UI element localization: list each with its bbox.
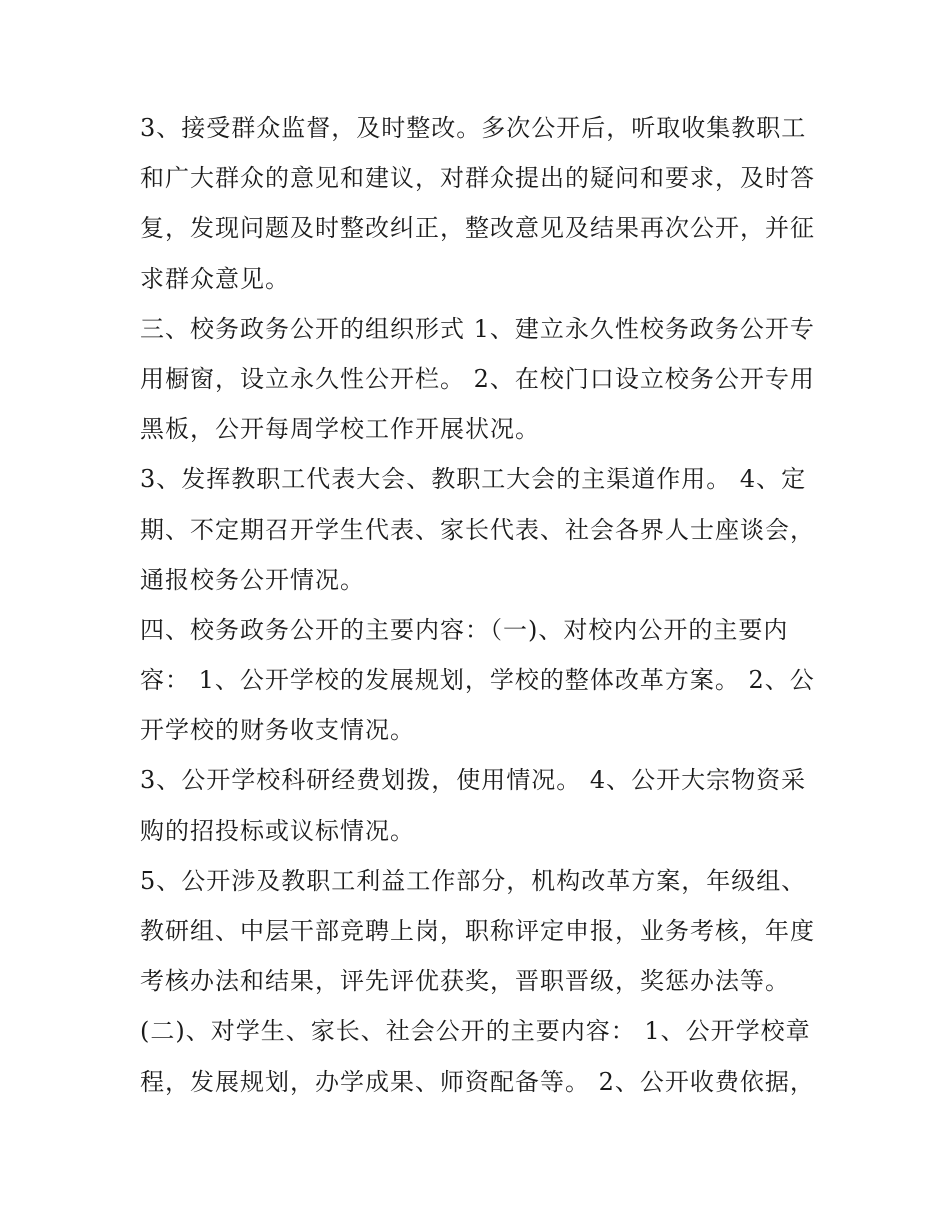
- text-line: 期、不定期召开学生代表、家长代表、社会各界人士座谈会，: [140, 515, 815, 544]
- text-line: 开学校的财务收支情况。: [140, 716, 415, 745]
- text-line: 和广大群众的意见和建议，对群众提出的疑问和要求，及时答: [140, 164, 815, 193]
- text-line: 通报校务公开情况。: [140, 565, 365, 594]
- text-line: 复，发现问题及时整改纠正，整改意见及结果再次公开，并征: [140, 214, 815, 243]
- text-line: 黑板，公开每周学校工作开展状况。: [140, 415, 540, 444]
- document-body: [140, 103, 820, 1107]
- text-line: (二)、对学生、家长、社会公开的主要内容： 1、公开学校章: [140, 1017, 811, 1046]
- text-line: 教研组、中层干部竞聘上岗，职称评定申报，业务考核，年度: [140, 917, 815, 945]
- text-line: 程，发展规划，办学成果、师资配备等。 2、公开收费依据，: [140, 1067, 815, 1096]
- text-line: 考核办法和结果，评先评优获奖，晋职晋级，奖惩办法等。: [140, 967, 790, 996]
- text-line: 购的招投标或议标情况。: [140, 816, 415, 845]
- text-line: 用橱窗，设立永久性公开栏。 2、在校门口设立校务公开专用: [140, 364, 815, 393]
- text-line: 容： 1、公开学校的发展规划，学校的整体改革方案。 2、公: [140, 666, 815, 695]
- text-line: 求群众意见。: [140, 264, 290, 293]
- text-line: 四、校务政务公开的主要内容：（一)、对校内公开的主要内: [140, 615, 789, 644]
- text-line: 3、发挥教职工代表大会、教职工大会的主渠道作用。 4、定: [140, 465, 807, 494]
- text-line: 3、公开学校科研经费划拨，使用情况。 4、公开大宗物资采: [140, 766, 807, 795]
- text-line: 3、接受群众监督，及时整改。多次公开后，听取收集教职工: [140, 114, 807, 142]
- text-line: 5、公开涉及教职工利益工作部分，机构改革方案，年级组、: [140, 866, 807, 895]
- text-line: 三、校务政务公开的组织形式 1、建立永久性校务政务公开专: [140, 314, 815, 343]
